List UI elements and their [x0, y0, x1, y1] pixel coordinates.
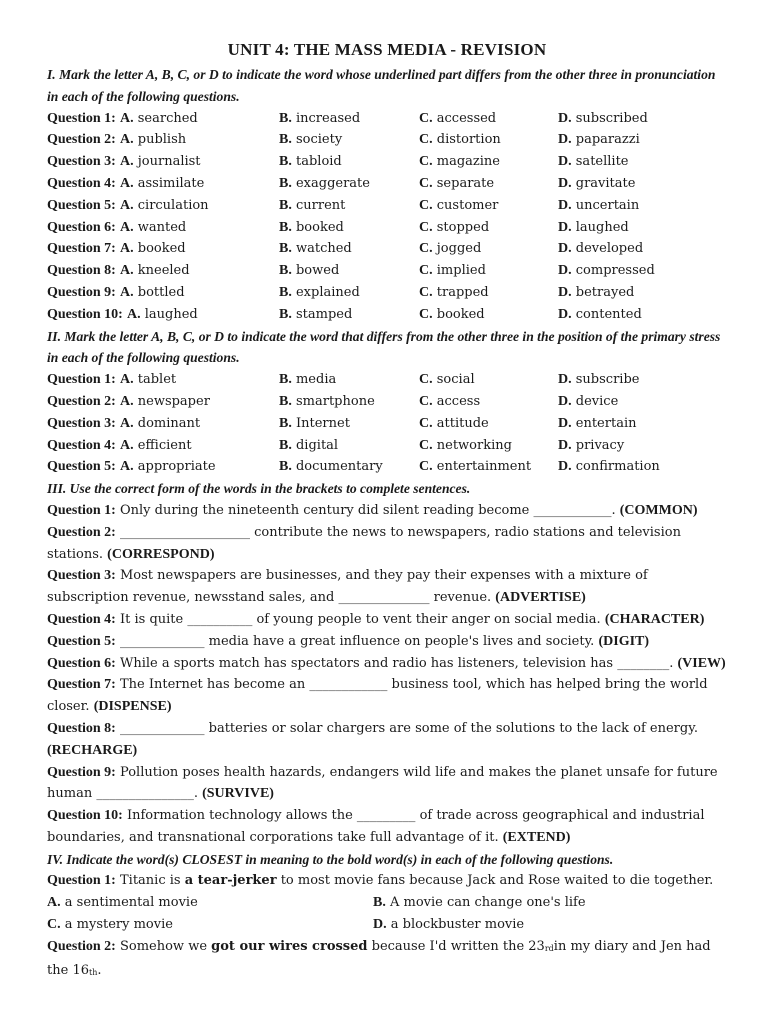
- question-label: Question 7:: [47, 241, 116, 257]
- question-label: Question 6:: [47, 219, 116, 235]
- option-a[interactable]: [47, 151, 279, 173]
- option-d[interactable]: [558, 151, 718, 173]
- option-text: entertainment: [436, 459, 532, 475]
- options-row: [47, 914, 727, 936]
- question-label: Question 10:: [47, 306, 123, 322]
- fill-in-question: [47, 674, 727, 718]
- option-letter: D.: [558, 154, 572, 170]
- option-text: current: [295, 197, 346, 213]
- option-letter: C.: [419, 110, 433, 126]
- fill-in-question: [47, 653, 727, 675]
- option-c[interactable]: [419, 304, 558, 326]
- option-b[interactable]: [279, 195, 419, 217]
- option-c[interactable]: [419, 217, 558, 239]
- option-text: booked: [137, 241, 186, 257]
- option-c[interactable]: [419, 391, 558, 413]
- option-letter: A.: [119, 284, 134, 300]
- option-letter: D.: [558, 306, 572, 322]
- options-row: [47, 892, 727, 914]
- option-letter: B.: [279, 263, 292, 279]
- question-row: [47, 456, 727, 478]
- option-text: contented: [575, 306, 642, 322]
- option-d[interactable]: [558, 260, 718, 282]
- option-d[interactable]: [558, 304, 718, 326]
- question-row: [47, 238, 727, 260]
- option-a[interactable]: [47, 260, 279, 282]
- option-text: customer: [436, 197, 499, 213]
- option-text: betrayed: [575, 284, 635, 300]
- question-label: Question 5:: [47, 197, 116, 213]
- page-title: UNIT 4: THE MASS MEDIA - REVISION: [227, 40, 547, 59]
- option-letter: C.: [419, 415, 433, 431]
- section-4-heading: IV. Indicate the word(s) CLOSEST in meaning to the bold word(s) in each of the following questions.: [47, 851, 614, 867]
- option-letter: C.: [419, 306, 433, 322]
- option-text: explained: [295, 284, 360, 300]
- option-text: tabloid: [295, 154, 342, 170]
- option-letter: A.: [119, 415, 134, 431]
- option-text: tablet: [137, 372, 177, 388]
- word-hint: (CHARACTER): [604, 611, 705, 627]
- option-letter: B.: [279, 372, 292, 388]
- option-a[interactable]: [47, 238, 279, 260]
- option-letter: B.: [279, 459, 292, 475]
- option-b[interactable]: [279, 217, 419, 239]
- section-3-questions: [47, 500, 727, 849]
- option-letter: A.: [119, 263, 134, 279]
- option-text: gravitate: [575, 175, 636, 191]
- option-letter: C.: [419, 241, 433, 257]
- s4-question-1: [47, 870, 727, 892]
- option-letter: A.: [119, 459, 134, 475]
- option-letter: A.: [119, 437, 134, 453]
- option-letter: A.: [119, 197, 134, 213]
- option-b[interactable]: [279, 304, 419, 326]
- option-letter: A.: [119, 132, 134, 148]
- option-b[interactable]: [279, 369, 419, 391]
- question-label: Question 1:: [47, 502, 116, 518]
- question-label: Question 2:: [47, 393, 116, 409]
- option-a[interactable]: [47, 129, 279, 151]
- option-text: satellite: [575, 154, 629, 170]
- option-text: searched: [137, 110, 198, 126]
- option-text: subscribed: [575, 110, 648, 126]
- option-d[interactable]: [558, 413, 718, 435]
- option-letter: A.: [119, 241, 134, 257]
- option-letter: C.: [419, 393, 433, 409]
- question-text: The Internet has become an ____________ business tool, which has helped bring the world closer.: [47, 677, 708, 715]
- option-b[interactable]: [279, 282, 419, 304]
- option-letter: C.: [419, 437, 433, 453]
- option-text: networking: [436, 437, 512, 453]
- word-hint: (RECHARGE): [47, 742, 138, 758]
- option-letter: A.: [126, 306, 141, 322]
- option-letter: D.: [558, 110, 572, 126]
- option-text: subscribe: [575, 372, 640, 388]
- option-text: appropriate: [137, 459, 216, 475]
- option-b[interactable]: [279, 260, 419, 282]
- question-text: While a sports match has spectators and radio has listeners, television has ________.: [119, 655, 674, 671]
- option-d[interactable]: [558, 238, 718, 260]
- option-b[interactable]: [279, 129, 419, 151]
- option-d[interactable]: [558, 217, 718, 239]
- option-text: jogged: [436, 241, 482, 257]
- option-text: distortion: [436, 132, 501, 148]
- question-label: Question 3:: [47, 568, 116, 584]
- question-label: Question 3:: [47, 154, 116, 170]
- option-letter: A.: [119, 110, 134, 126]
- option-d[interactable]: [558, 173, 718, 195]
- question-text: It is quite __________ of young people to vent their anger on social media.: [119, 611, 601, 627]
- option-c[interactable]: [419, 173, 558, 195]
- option-text: publish: [137, 132, 187, 148]
- option-c[interactable]: [419, 282, 558, 304]
- option-text: circulation: [137, 197, 209, 213]
- section-1-questions: [47, 108, 727, 326]
- option-letter: A.: [119, 154, 134, 170]
- question-label: Question 10:: [47, 808, 123, 824]
- option-text: access: [436, 393, 481, 409]
- option-letter: D.: [558, 459, 572, 475]
- option-text: uncertain: [575, 197, 640, 213]
- question-label: Question 8:: [47, 720, 116, 736]
- option-text: bowed: [295, 263, 340, 279]
- sentence-end: .: [97, 962, 102, 978]
- question-label: Question 1:: [47, 372, 116, 388]
- option-letter: D.: [558, 284, 572, 300]
- option-c[interactable]: [419, 195, 558, 217]
- option-c[interactable]: [419, 238, 558, 260]
- option-letter: C.: [419, 154, 433, 170]
- option-text: Internet: [295, 415, 350, 431]
- option-text: compressed: [575, 263, 655, 279]
- ordinal-suffix: th: [88, 967, 98, 977]
- option-text: society: [295, 132, 343, 148]
- fill-in-question: [47, 522, 727, 566]
- option-d[interactable]: [558, 108, 718, 130]
- option-letter: B.: [279, 154, 292, 170]
- option-text: developed: [575, 241, 644, 257]
- option-c[interactable]: [419, 369, 558, 391]
- option-text: accessed: [436, 110, 497, 126]
- option-a[interactable]: [47, 391, 279, 413]
- option-d[interactable]: [558, 435, 718, 457]
- option-text: laughed: [575, 219, 629, 235]
- option-c[interactable]: [419, 260, 558, 282]
- option-text: entertain: [575, 415, 637, 431]
- option-text: stopped: [436, 219, 490, 235]
- section-1-heading: I. Mark the letter A, B, C, or D to indicate the word whose underlined part differs from the other three in pronunciation in each of the following questions.: [47, 67, 716, 104]
- word-hint: (COMMON): [619, 502, 698, 518]
- question-row: [47, 108, 727, 130]
- option-b[interactable]: [279, 413, 419, 435]
- option-a[interactable]: [47, 173, 279, 195]
- question-label: Question 2:: [47, 132, 116, 148]
- question-label: Question 2:: [47, 524, 116, 540]
- question-label: Question 5:: [47, 459, 116, 475]
- question-label: Question 8:: [47, 263, 116, 279]
- fill-in-question: [47, 609, 727, 631]
- option-a[interactable]: [47, 304, 279, 326]
- word-hint: (ADVERTISE): [495, 590, 586, 606]
- option-letter: C.: [419, 263, 433, 279]
- option-text: implied: [436, 263, 486, 279]
- question-text-pre: Titanic is: [119, 873, 181, 889]
- option-c[interactable]: [419, 413, 558, 435]
- fill-in-question: [47, 631, 727, 653]
- question-label: Question 1:: [47, 110, 116, 126]
- option-letter: D.: [558, 393, 572, 409]
- question-label: Question 4:: [47, 437, 116, 453]
- option-letter: C.: [419, 459, 433, 475]
- option-letter: D.: [558, 241, 572, 257]
- word-hint: (EXTEND): [502, 829, 571, 845]
- question-label: Question 7:: [47, 677, 116, 693]
- question-label: Question 4:: [47, 175, 116, 191]
- fill-in-question: [47, 718, 727, 762]
- word-hint: (VIEW): [677, 655, 726, 671]
- option-letter: B.: [279, 132, 292, 148]
- question-label: Question 3:: [47, 415, 116, 431]
- question-label: Question 2:: [47, 938, 116, 954]
- section-2-heading: II. Mark the letter A, B, C, or D to indicate the word that differs from the other three in the position of the primary stress in each of the following questions.: [47, 328, 721, 366]
- option-letter: C.: [419, 219, 433, 235]
- option-letter: D.: [558, 175, 572, 191]
- option-letter: A.: [119, 175, 134, 191]
- option-text: laughed: [144, 306, 198, 322]
- question-row: [47, 129, 727, 151]
- option-letter: B.: [279, 284, 292, 300]
- option-text: privacy: [575, 437, 625, 453]
- option-letter: D.: [558, 197, 572, 213]
- option-text: stamped: [295, 306, 353, 322]
- option-a[interactable]: [47, 217, 279, 239]
- option-letter: D.: [558, 132, 572, 148]
- option-letter: D.: [558, 219, 572, 235]
- option-d[interactable]: [558, 391, 718, 413]
- option-text: increased: [295, 110, 361, 126]
- question-label: Question 9:: [47, 764, 116, 780]
- option-a[interactable]: [47, 369, 279, 391]
- question-row: [47, 369, 727, 391]
- option-letter: D.: [558, 372, 572, 388]
- option-b[interactable]: [279, 456, 419, 478]
- date-number: 16: [72, 962, 89, 978]
- question-text-mid: in my diary and Jen had the: [47, 938, 711, 978]
- option-text: assimilate: [137, 175, 205, 191]
- section-2-questions: [47, 369, 727, 478]
- question-row: [47, 413, 727, 435]
- question-text: Only during the nineteenth century did silent reading become ____________.: [119, 502, 616, 518]
- word-hint: (SURVIVE): [202, 786, 274, 802]
- question-row: [47, 195, 727, 217]
- option-b[interactable]: B. A movie can change one's life: [373, 895, 586, 911]
- question-text: Most newspapers are businesses, and they pay their expenses with a mixture of subscription revenue, newsstand sales, and ______________ revenue.: [47, 568, 648, 606]
- question-text: ____________________ contribute the news to newspapers, radio stations and television stations.: [47, 524, 681, 562]
- question-text: Pollution poses health hazards, endangers wild life and makes the planet unsafe for future human _______________.: [47, 764, 718, 802]
- option-c[interactable]: [419, 151, 558, 173]
- option-b[interactable]: [279, 173, 419, 195]
- word-hint: (DIGIT): [598, 633, 650, 649]
- option-b[interactable]: [279, 238, 419, 260]
- option-text: paparazzi: [575, 132, 640, 148]
- word-hint: (CORRESPOND): [107, 546, 215, 562]
- option-text: bottled: [137, 284, 185, 300]
- option-text: media: [295, 372, 337, 388]
- option-b[interactable]: [279, 435, 419, 457]
- fill-in-question: [47, 762, 727, 806]
- option-text: social: [436, 372, 475, 388]
- word-hint: (DISPENSE): [93, 699, 172, 715]
- question-label: Question 9:: [47, 284, 116, 300]
- option-text: journalist: [137, 154, 201, 170]
- option-d[interactable]: [558, 282, 718, 304]
- question-row: [47, 435, 727, 457]
- option-text: smartphone: [295, 393, 375, 409]
- option-text: booked: [436, 306, 485, 322]
- option-c[interactable]: [419, 108, 558, 130]
- option-text: magazine: [436, 154, 500, 170]
- option-text: digital: [295, 437, 339, 453]
- option-text: attitude: [436, 415, 489, 431]
- option-text: confirmation: [575, 459, 660, 475]
- question-row: [47, 217, 727, 239]
- option-c[interactable]: [419, 435, 558, 457]
- option-letter: D.: [558, 415, 572, 431]
- fill-in-question: [47, 565, 727, 609]
- option-letter: A.: [119, 393, 134, 409]
- option-letter: D.: [558, 263, 572, 279]
- option-a[interactable]: [47, 435, 279, 457]
- option-d[interactable]: [558, 369, 718, 391]
- option-letter: A.: [119, 219, 134, 235]
- option-text: wanted: [137, 219, 187, 235]
- option-letter: C.: [419, 284, 433, 300]
- option-a[interactable]: [47, 282, 279, 304]
- option-text: booked: [295, 219, 344, 235]
- option-text: exaggerate: [295, 175, 370, 191]
- fill-in-question: [47, 805, 727, 849]
- option-text: separate: [436, 175, 495, 191]
- option-letter: B.: [279, 306, 292, 322]
- option-letter: C.: [419, 372, 433, 388]
- question-text-post: to most movie fans because Jack and Rose waited to die together.: [280, 873, 714, 889]
- question-row: [47, 304, 727, 326]
- option-text: device: [575, 393, 619, 409]
- option-letter: C.: [419, 175, 433, 191]
- question-row: [47, 151, 727, 173]
- option-a[interactable]: [47, 413, 279, 435]
- question-row: [47, 173, 727, 195]
- option-text: dominant: [137, 415, 201, 431]
- option-text: documentary: [295, 459, 383, 475]
- ordinal-suffix: rd: [544, 943, 554, 953]
- option-letter: B.: [279, 415, 292, 431]
- option-a[interactable]: [47, 108, 279, 130]
- option-b[interactable]: [279, 151, 419, 173]
- option-c[interactable]: [419, 129, 558, 151]
- option-letter: B.: [279, 110, 292, 126]
- question-text-pre: Somehow we: [119, 938, 208, 954]
- question-row: [47, 282, 727, 304]
- option-c[interactable]: [419, 456, 558, 478]
- question-row: [47, 391, 727, 413]
- bold-phrase: got our wires crossed: [211, 938, 368, 954]
- option-letter: B.: [279, 241, 292, 257]
- option-d[interactable]: [558, 129, 718, 151]
- question-text-post: because I'd written the 23: [371, 938, 545, 954]
- option-letter: B.: [279, 393, 292, 409]
- s4-question-2: [47, 936, 727, 984]
- option-letter: D.: [558, 437, 572, 453]
- option-letter: C.: [419, 197, 433, 213]
- option-text: trapped: [436, 284, 489, 300]
- option-d[interactable]: [558, 195, 718, 217]
- option-letter: B.: [279, 219, 292, 235]
- option-letter: B.: [279, 197, 292, 213]
- option-text: efficient: [137, 437, 192, 453]
- option-b[interactable]: [279, 391, 419, 413]
- question-label: Question 1:: [47, 873, 116, 889]
- option-b[interactable]: [279, 108, 419, 130]
- option-text: kneeled: [137, 263, 190, 279]
- option-a[interactable]: [47, 456, 279, 478]
- option-d[interactable]: [558, 456, 718, 478]
- fill-in-question: [47, 500, 727, 522]
- section-3-heading: III. Use the correct form of the words in the brackets to complete sentences.: [47, 481, 471, 497]
- worksheet-page: [47, 40, 727, 983]
- option-letter: C.: [419, 132, 433, 148]
- question-label: Question 4:: [47, 611, 116, 627]
- question-label: Question 5:: [47, 633, 116, 649]
- option-d[interactable]: D. a blockbuster movie: [373, 917, 525, 933]
- option-a[interactable]: [47, 195, 279, 217]
- question-text: _____________ batteries or solar chargers are some of the solutions to the lack of energy.: [119, 720, 698, 736]
- option-text: watched: [295, 241, 352, 257]
- option-c[interactable]: C. a mystery movie: [47, 917, 173, 933]
- bold-phrase: a tear-jerker: [184, 873, 277, 889]
- option-letter: A.: [119, 372, 134, 388]
- option-a[interactable]: A. a sentimental movie: [47, 895, 198, 911]
- option-text: newspaper: [137, 393, 210, 409]
- question-text: _____________ media have a great influence on people's lives and society.: [119, 633, 595, 649]
- option-letter: B.: [279, 437, 292, 453]
- question-text: Information technology allows the _________ of trade across geographical and industrial boundaries, and transnational corporations take full advantage of it.: [47, 808, 705, 845]
- question-label: Question 6:: [47, 655, 116, 671]
- question-row: [47, 260, 727, 282]
- option-letter: B.: [279, 175, 292, 191]
